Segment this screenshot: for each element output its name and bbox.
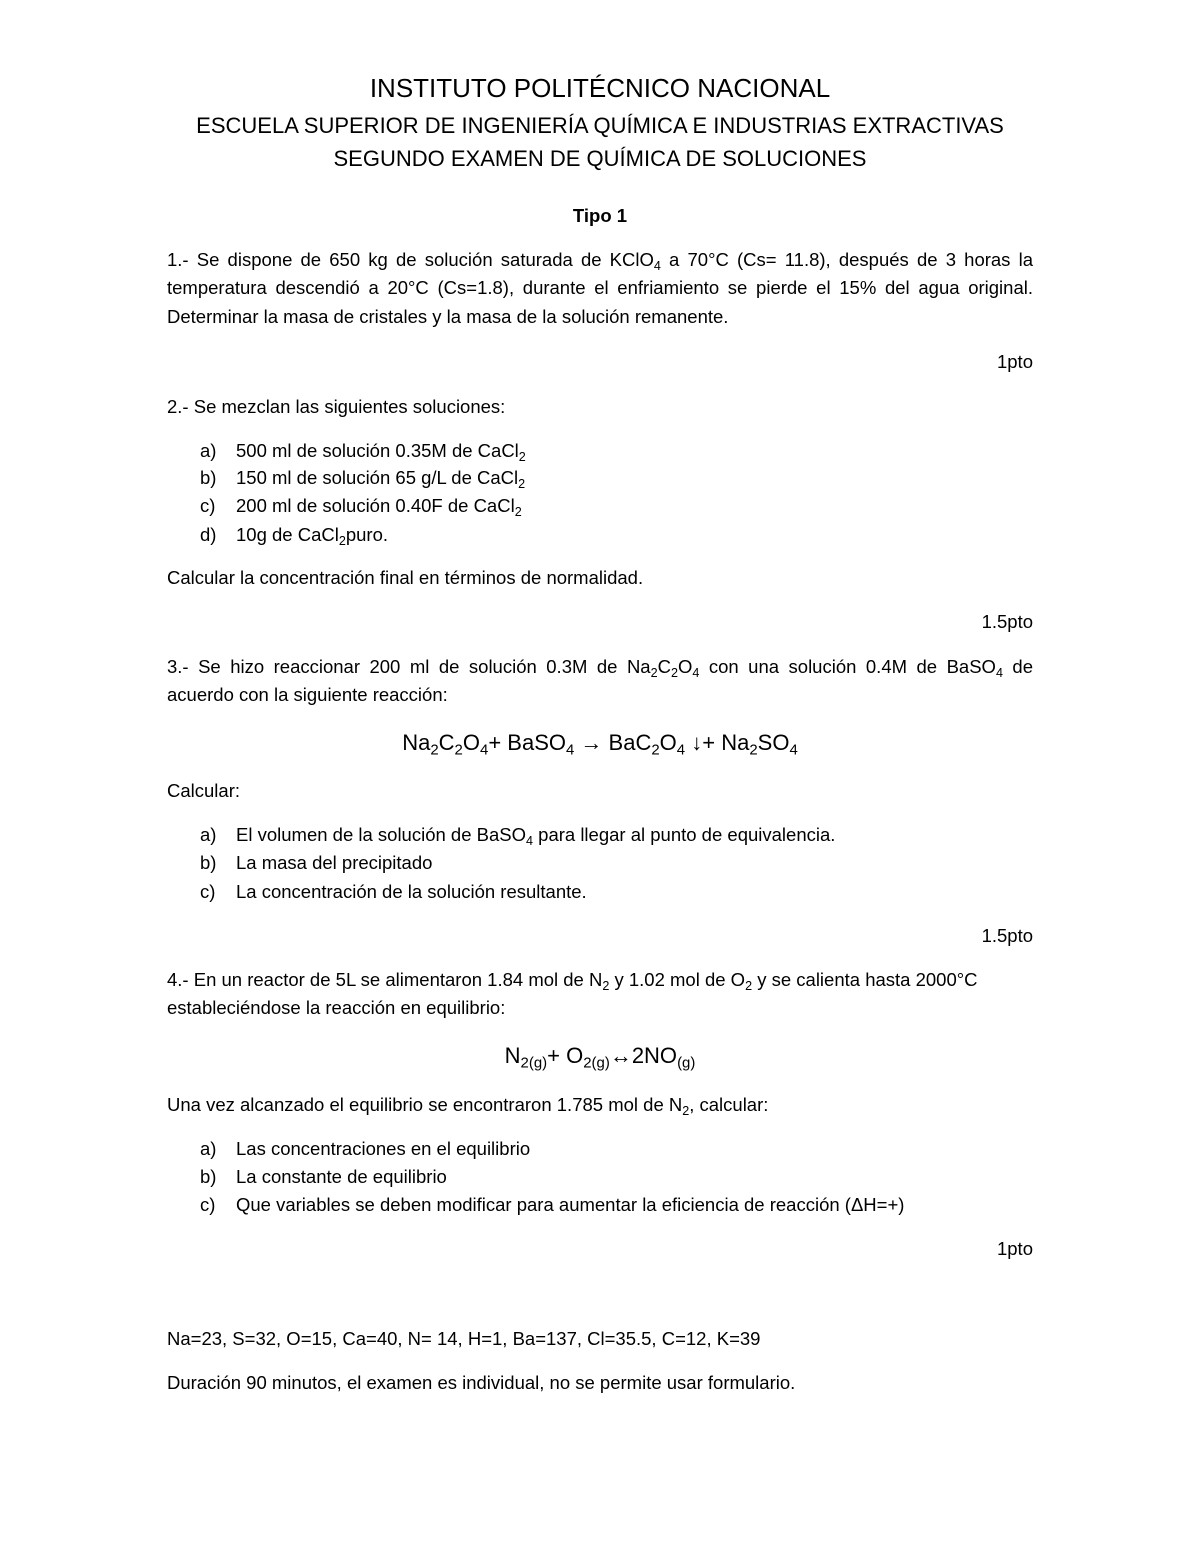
q1-number: 1.-: [167, 249, 189, 270]
q2-item-a: a) 500 ml de solución 0.35M de CaCl$_2$: [200, 440, 526, 464]
q1-line-3: Determinar la masa de cristales y la masa de la solución remanente.: [167, 306, 729, 327]
q3-equation: $Na_2C_2O_4+$ BaSO$_4$ → $BaC_2O_4$ ↓+ $Na_2SO_4$: [402, 730, 798, 759]
q2-ask: Calcular la concentración final en términos de normalidad.: [167, 567, 644, 588]
q4-line-1: 4.- En un reactor de 5L se alimentaron 1.84 mol de $N_2$ y 1.02 mol de $O_2$ y se calienta hasta 2000°C: [167, 969, 978, 993]
q1-line-2: temperatura descendió a 20°C (Cs=1.8), durante el enfriamiento se pierde el 15% del agua original.: [167, 277, 1033, 298]
q3-line-2: acuerdo con la siguiente reacción:: [167, 684, 448, 705]
q3-ask: Calcular:: [167, 780, 240, 801]
q4-item-c: c) Que variables se deben modificar para aumentar la eficiencia de reacción (ΔH=+): [200, 1194, 905, 1215]
institution-title: INSTITUTO POLITÉCNICO NACIONAL: [369, 73, 831, 103]
q1-points: 1pto: [996, 351, 1033, 372]
q3-number: 3.-: [167, 656, 189, 677]
exam-type: Tipo 1: [572, 205, 628, 226]
q4-equation: $N_{2(g)}+$ $O_{2(g)}\leftrightarrow 2NO_{(g)}$: [504, 1043, 696, 1072]
q4-item-b: b) La constante de equilibrio: [200, 1166, 447, 1187]
q3-line-1: 3.- Se hizo reaccionar 200 ml de solución 0.3M de $Na_2C_2O_4$ con una solución 0.4M de BaSO$_4$ de: [167, 656, 1034, 680]
q4-line-3: Una vez alcanzado el equilibrio se encontraron 1.785 mol de $N_2$, calcular:: [167, 1094, 769, 1118]
q3-item-a: a) El volumen de la solución de BaSO$_4$ para llegar al punto de equivalencia.: [200, 824, 836, 848]
q2-item-d: d) 10g de CaCl$_2$puro.: [200, 524, 389, 548]
q2-intro: 2.- Se mezclan las siguientes soluciones:: [167, 396, 506, 417]
school-title: ESCUELA SUPERIOR DE INGENIERÍA QUÍMICA E INDUSTRIAS EXTRACTIVAS: [196, 113, 1004, 138]
atomic-masses: Na=23, S=32, O=15, Ca=40, N= 14, H=1, Ba=137, Cl=35.5, C=12, K=39: [167, 1328, 761, 1349]
q4-line-2: estableciéndose la reacción en equilibrio:: [167, 997, 506, 1018]
q2-item-c: c) 200 ml de solución 0.40F de CaCl$_2$: [200, 495, 522, 519]
q3-item-b: b) La masa del precipitado: [200, 852, 433, 873]
q2-points: 1.5pto: [981, 611, 1033, 632]
q3-points: 1.5pto: [981, 925, 1033, 946]
exam-title: SEGUNDO EXAMEN DE QUÍMICA DE SOLUCIONES: [333, 146, 867, 171]
q2-number: 2.-: [167, 396, 189, 417]
exam-rules: Duración 90 minutos, el examen es individual, no se permite usar formulario.: [167, 1372, 796, 1393]
q4-points: 1pto: [996, 1238, 1033, 1259]
q3-item-c: c) La concentración de la solución resultante.: [200, 881, 587, 902]
q2-item-b: b) 150 ml de solución 65 g/L de CaCl$_2$: [200, 467, 526, 491]
q1-line-1: 1.- Se dispone de 650 kg de solución saturada de KClO$_4$ a 70°C (Cs= 11.8), después de 3 horas la: [167, 249, 1033, 273]
q4-number: 4.-: [167, 969, 189, 990]
q4-item-a: a) Las concentraciones en el equilibrio: [200, 1138, 531, 1159]
